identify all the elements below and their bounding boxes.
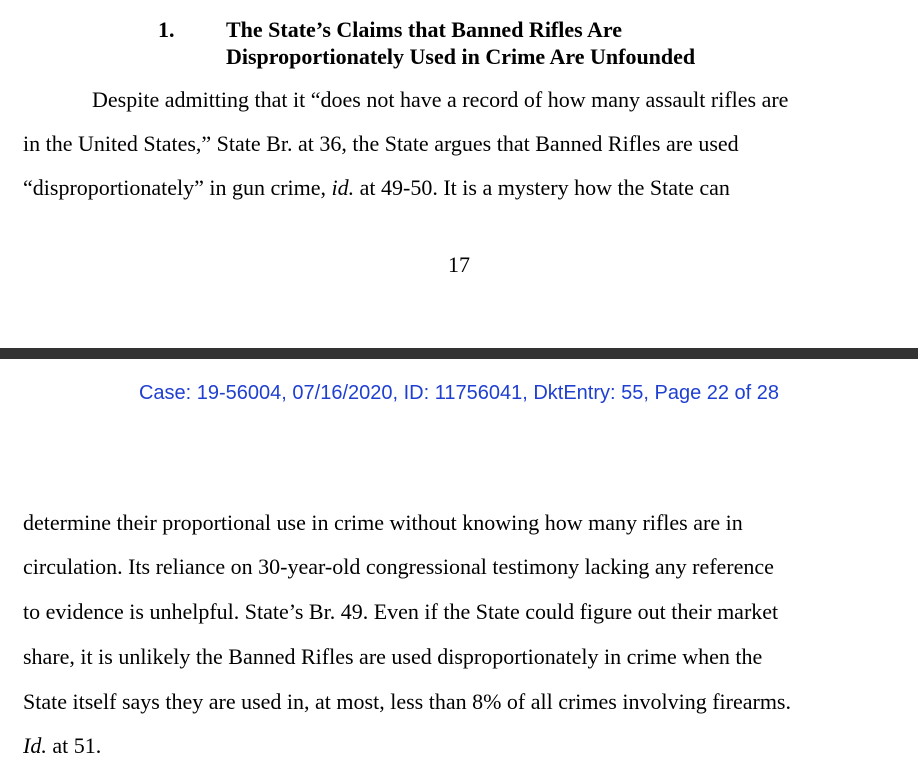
paragraph-line: determine their proportional use in crime without knowing how many rifles are in <box>23 510 743 535</box>
text-run: at 49-50. It is a mystery how the State can <box>354 175 730 200</box>
section-number: 1. <box>158 17 175 42</box>
text-run: at 51. <box>46 733 102 758</box>
paragraph-line: circulation. Its reliance on 30-year-old congressional testimony lacking any reference <box>23 554 774 579</box>
page-number: 17 <box>448 252 470 277</box>
section-heading-line-2: Disproportionately Used in Crime Are Unfounded <box>226 44 696 69</box>
paragraph-line <box>23 731 101 761</box>
section-heading <box>226 16 695 70</box>
paragraph-line: in the United States,” State Br. at 36, the State argues that Banned Rifles are used <box>23 131 739 156</box>
paragraph-line: to evidence is unhelpful. State’s Br. 49. Even if the State could figure out their market <box>23 599 779 624</box>
paragraph-line <box>23 173 730 203</box>
paragraph-line: share, it is unlikely the Banned Rifles are used disproportionately in crime when the <box>23 644 763 669</box>
paragraph-line: State itself says they are used in, at most, less than 8% of all crimes involving firearms. <box>23 689 791 714</box>
citation-italic: id. <box>331 175 355 200</box>
citation-italic: Id. <box>23 733 47 758</box>
page-divider <box>0 348 918 359</box>
section-heading-line-1: The State’s Claims that Banned Rifles Are <box>226 17 622 42</box>
paragraph-line: Despite admitting that it “does not have a record of how many assault rifles are <box>92 87 789 112</box>
case-header: Case: 19-56004, 07/16/2020, ID: 11756041, DktEntry: 55, Page 22 of 28 <box>138 382 780 404</box>
text-run: “disproportionately” in gun crime, <box>23 175 332 200</box>
